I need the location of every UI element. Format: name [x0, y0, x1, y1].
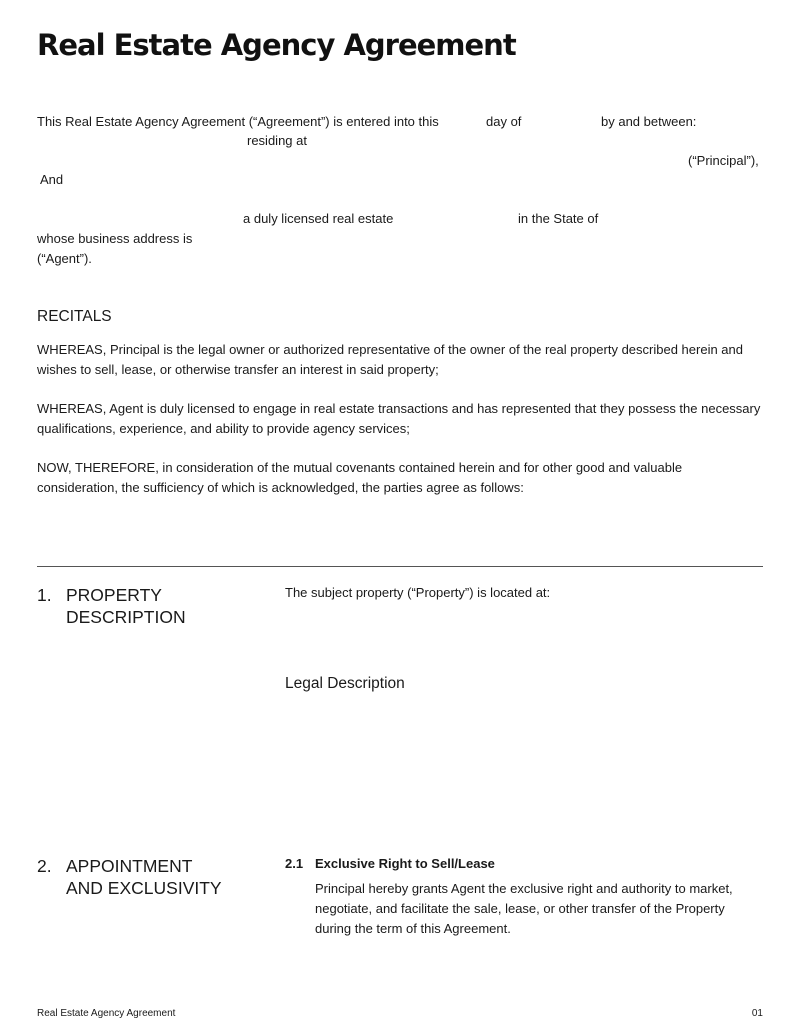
- property-location-text: The subject property (“Property”) is located at:: [285, 585, 551, 600]
- recital-paragraph-3: NOW, THEREFORE, in consideration of the mutual covenants contained herein and for other good and valuable consideration, the sufficiency of which is acknowledged, the parties agree as follows:: [37, 460, 683, 495]
- intro-and: And: [40, 172, 64, 187]
- intro-day-of: day of: [486, 114, 522, 129]
- section-1-number: 1.: [37, 585, 52, 605]
- section-divider: [37, 566, 763, 567]
- document-title: Real Estate Agency Agreement: [37, 28, 516, 62]
- intro-business-address: whose business address is: [37, 231, 193, 246]
- footer-document-name: Real Estate Agency Agreement: [37, 1008, 176, 1019]
- intro-duly-licensed: a duly licensed real estate: [243, 211, 394, 226]
- intro-agent: (“Agent”).: [37, 251, 92, 266]
- subsection-2-1-body: Principal hereby grants Agent the exclusive right and authority to market, negotiate, and facilitate the sale, lease, or other transfer of the Property during the term of this Agreement.: [315, 881, 733, 936]
- section-1-title-line2: DESCRIPTION: [66, 607, 186, 627]
- intro-residing-at: residing at: [247, 133, 307, 148]
- recital-paragraph-1: WHEREAS, Principal is the legal owner or authorized representative of the owner of the real property described herein and wishes to sell, lease, or otherwise transfer an interest in said property;: [37, 342, 743, 377]
- section-2-number: 2.: [37, 856, 52, 876]
- intro-principal: (“Principal”),: [688, 153, 759, 168]
- recital-paragraph-2: WHEREAS, Agent is duly licensed to engage in real estate transactions and has represented that they possess the necessary qualifications, experience, and ability to provide agency services;: [37, 401, 761, 436]
- section-2-title-line2: AND EXCLUSIVITY: [66, 878, 222, 898]
- intro-line1-text: This Real Estate Agency Agreement (“Agreement”) is entered into this: [37, 114, 439, 129]
- section-1-title-line1: PROPERTY: [66, 585, 162, 605]
- subsection-2-1-number: 2.1: [285, 856, 304, 871]
- subsection-2-1-title: Exclusive Right to Sell/Lease: [315, 856, 495, 871]
- intro-in-state-of: in the State of: [518, 211, 599, 226]
- intro-by-and-between: by and between:: [601, 114, 697, 129]
- footer-page-number: 01: [751, 1008, 763, 1019]
- recitals-heading: RECITALS: [37, 308, 112, 325]
- section-2-title-line1: APPOINTMENT: [66, 856, 193, 876]
- legal-description-label: Legal Description: [285, 675, 405, 692]
